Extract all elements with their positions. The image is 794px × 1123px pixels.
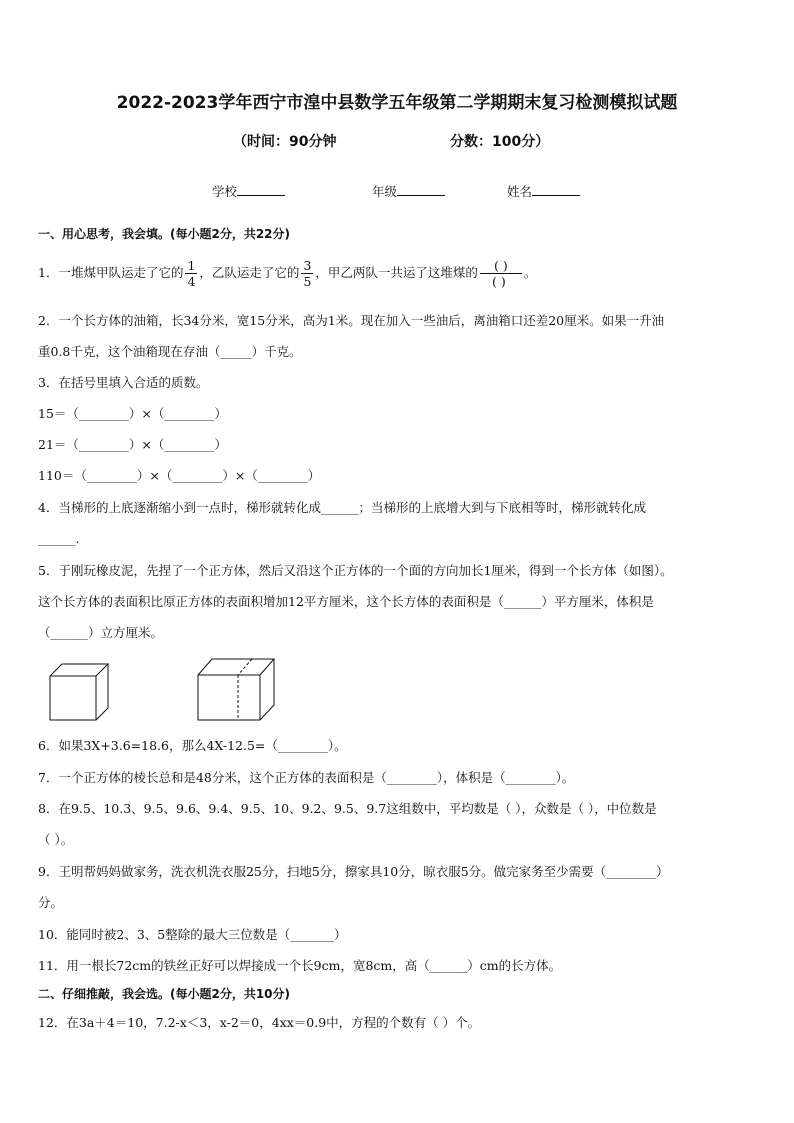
section1-heading: 一、用心思考，我会填。(每小题2分，共22分) — [38, 227, 291, 241]
q1-text-d: 。 — [523, 265, 537, 280]
question-4-line-1: 4．当梯形的上底逐渐缩小到一点时，梯形就转化成______；当梯形的上底增大到与下底相等时，梯形就转化成 — [38, 500, 646, 515]
cube-figure — [46, 658, 116, 722]
question-4-line-2: ______. — [38, 531, 80, 546]
question-3-line-3: 21＝（________）×（________） — [38, 437, 227, 452]
q1-answer-fraction[interactable]: $\frac{( )}{( )}$ — [480, 258, 522, 289]
grade-label: 年级 — [372, 184, 398, 199]
question-3-line-2: 15＝（________）×（________） — [38, 406, 227, 421]
school-label: 学校 — [212, 184, 238, 199]
question-5-line-3: （______）立方厘米。 — [38, 625, 164, 640]
grade-blank[interactable] — [397, 183, 445, 196]
fraction-three-fifths: $\frac{3}{5}$ — [303, 258, 312, 289]
question-3-line-1: 3．在括号里填入合适的质数。 — [38, 375, 209, 390]
section2-heading: 二、仔细推敲，我会选。(每小题2分，共10分) — [38, 987, 291, 1001]
question-3-line-4: 110＝（________）×（________）×（________） — [38, 468, 321, 483]
question-12: 12．在3a＋4＝10，7.2-x＜3，x-2＝0，4xx＝0.9中，方程的个数有（ ）个。 — [38, 1015, 481, 1030]
question-2-line-2: 重0.8千克，这个油箱现在存油（_____）千克。 — [38, 344, 302, 359]
exam-score: 分数：100分） — [450, 134, 550, 150]
cuboid-figure — [194, 655, 278, 723]
name-field — [507, 182, 580, 200]
question-6: 6．如果3X+3.6=18.6，那么4X-12.5=（________）。 — [38, 738, 347, 753]
question-7: 7．一个正方体的棱长总和是48分米，这个正方体的表面积是（________），体积是（________）。 — [38, 770, 575, 785]
question-11: 11．用一根长72cm的铁丝正好可以焊接成一个长9cm，宽8cm，高（______）cm的长方体。 — [38, 958, 562, 973]
fraction-one-quarter: $\frac{1}{4}$ — [187, 258, 196, 289]
name-label: 姓名 — [507, 184, 533, 199]
question-8-line-2: （ ）。 — [38, 832, 74, 847]
q1-text-b: ，乙队运走了它的 — [199, 265, 300, 280]
question-8-line-1: 8．在9.5、10.3、9.5、9.6、9.4、9.5、10、9.2、9.5、9.7这组数中，平均数是（ ），众数是（ ），中位数是 — [38, 801, 657, 816]
q1-text-c: ，甲乙两队一共运了这堆煤的 — [315, 265, 478, 280]
question-1 — [38, 258, 536, 289]
question-5-line-2: 这个长方体的表面积比原正方体的表面积增加12平方厘米，这个长方体的表面积是（______）平方厘米，体积是 — [38, 594, 654, 609]
school-field — [212, 182, 285, 200]
name-blank[interactable] — [532, 183, 580, 196]
exam-time: （时间：90分钟 — [233, 134, 337, 150]
question-9-line-1: 9．王明帮妈妈做家务，洗衣机洗衣服25分，扫地5分，擦家具10分，晾衣服5分。做完家务至少需要（________） — [38, 864, 669, 879]
grade-field — [372, 182, 445, 200]
page-title: 2022-2023学年西宁市湟中县数学五年级第二学期期末复习检测模拟试题 — [116, 93, 678, 113]
school-blank[interactable] — [237, 183, 285, 196]
question-5-line-1: 5．于刚玩橡皮泥，先捏了一个正方体，然后又沿这个正方体的一个面的方向加长1厘米，得到一个长方体（如图）。 — [38, 563, 673, 578]
question-2-line-1: 2．一个长方体的油箱，长34分米，宽15分米，高为1米。现在加入一些油后，离油箱口还差20厘米。如果一升油 — [38, 313, 665, 328]
question-9-line-2: 分。 — [38, 895, 64, 910]
question-10: 10．能同时被2、3、5整除的最大三位数是（_______） — [38, 927, 347, 942]
q1-text-a: 1．一堆煤甲队运走了它的 — [38, 265, 184, 280]
